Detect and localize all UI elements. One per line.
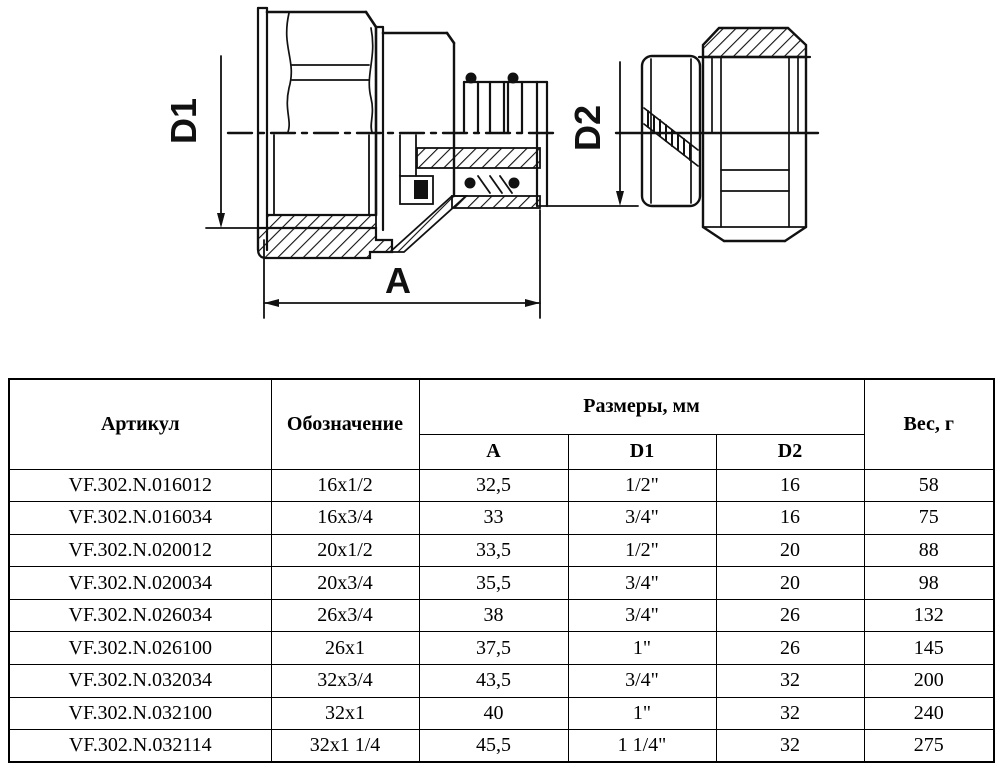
cell-article: VF.302.N.032114 [9, 730, 271, 763]
cell-designation: 32x1 [271, 697, 419, 730]
cell-designation: 26x3/4 [271, 599, 419, 632]
dim-label-d1: D1 [163, 97, 204, 145]
hatch-nut-foot [258, 228, 392, 258]
oring-dot [466, 73, 477, 84]
cell-article: VF.302.N.026034 [9, 599, 271, 632]
cell-weight: 275 [864, 730, 994, 763]
table-row [9, 632, 994, 665]
cell-weight: 145 [864, 632, 994, 665]
cell-weight: 58 [864, 469, 994, 502]
dim-label-a: A [385, 260, 411, 301]
cell-a: 45,5 [419, 730, 568, 763]
table-row [9, 599, 994, 632]
arrow-down-icon [217, 213, 225, 228]
cell-article: VF.302.N.016012 [9, 469, 271, 502]
table-row [9, 534, 994, 567]
table-body [9, 469, 994, 762]
table-row [9, 665, 994, 698]
cell-article: VF.302.N.020034 [9, 567, 271, 600]
header-dim-d2: D2 [716, 434, 864, 469]
cell-article: VF.302.N.032100 [9, 697, 271, 730]
oring-section [414, 180, 428, 199]
cell-weight: 240 [864, 697, 994, 730]
cell-a: 32,5 [419, 469, 568, 502]
nut-cap-hatched [703, 28, 806, 57]
hatch-nut-wall [267, 215, 376, 228]
cell-d1: 3/4" [568, 567, 716, 600]
cell-d2: 26 [716, 599, 864, 632]
cell-a: 40 [419, 697, 568, 730]
ferrule-split-hatch [648, 111, 690, 160]
cell-a: 38 [419, 599, 568, 632]
table-row [9, 730, 994, 763]
cell-designation: 32x1 1/4 [271, 730, 419, 763]
cell-d2: 32 [716, 665, 864, 698]
cell-a: 33 [419, 502, 568, 535]
cell-d1: 1/2" [568, 469, 716, 502]
table-row [9, 502, 994, 535]
cell-designation: 16x1/2 [271, 469, 419, 502]
spec-table [8, 378, 995, 763]
header-dimensions: Размеры, мм [419, 379, 864, 434]
cell-designation: 16x3/4 [271, 502, 419, 535]
header-weight: Вес, г [864, 379, 994, 469]
cell-article: VF.302.N.026100 [9, 632, 271, 665]
cell-weight: 98 [864, 567, 994, 600]
header-designation: Обозначение [271, 379, 419, 469]
cell-d1: 1/2" [568, 534, 716, 567]
oring-dot [465, 178, 476, 189]
table-row [9, 469, 994, 502]
cell-d2: 32 [716, 730, 864, 763]
cell-d1: 3/4" [568, 599, 716, 632]
cell-d1: 1" [568, 697, 716, 730]
cell-designation: 20x3/4 [271, 567, 419, 600]
hatch-sleeve-bottom [452, 196, 540, 208]
arrow-right-icon [525, 299, 540, 307]
cell-d1: 3/4" [568, 665, 716, 698]
cell-d1: 1 1/4" [568, 730, 716, 763]
cell-a: 37,5 [419, 632, 568, 665]
cell-d2: 16 [716, 502, 864, 535]
table-row [9, 697, 994, 730]
arrow-left-icon [264, 299, 279, 307]
cell-d2: 20 [716, 534, 864, 567]
dimension-d1 [163, 56, 268, 228]
cell-d2: 16 [716, 469, 864, 502]
header-dim-d1: D1 [568, 434, 716, 469]
cell-article: VF.302.N.016034 [9, 502, 271, 535]
cell-d2: 20 [716, 567, 864, 600]
oring-dot [508, 73, 519, 84]
cell-a: 43,5 [419, 665, 568, 698]
table-header [9, 379, 994, 469]
cell-weight: 200 [864, 665, 994, 698]
cell-weight: 88 [864, 534, 994, 567]
cell-designation: 20x1/2 [271, 534, 419, 567]
cell-a: 33,5 [419, 534, 568, 567]
header-dim-a: A [419, 434, 568, 469]
technical-drawing [0, 0, 1000, 362]
oring-dot [509, 178, 520, 189]
cell-weight: 75 [864, 502, 994, 535]
fitting-section-view [228, 8, 560, 258]
header-article: Артикул [9, 379, 271, 469]
dim-label-d2: D2 [567, 104, 608, 152]
cell-d1: 3/4" [568, 502, 716, 535]
cell-weight: 132 [864, 599, 994, 632]
table-row [9, 567, 994, 600]
cell-designation: 26x1 [271, 632, 419, 665]
cell-d2: 32 [716, 697, 864, 730]
cell-d1: 1" [568, 632, 716, 665]
cell-a: 35,5 [419, 567, 568, 600]
nut-and-ferrule-view [616, 28, 818, 241]
cell-d2: 26 [716, 632, 864, 665]
cell-article: VF.302.N.020012 [9, 534, 271, 567]
arrow-down-icon [616, 191, 624, 206]
cell-designation: 32x3/4 [271, 665, 419, 698]
hatch-sleeve-top [417, 148, 540, 168]
cell-article: VF.302.N.032034 [9, 665, 271, 698]
